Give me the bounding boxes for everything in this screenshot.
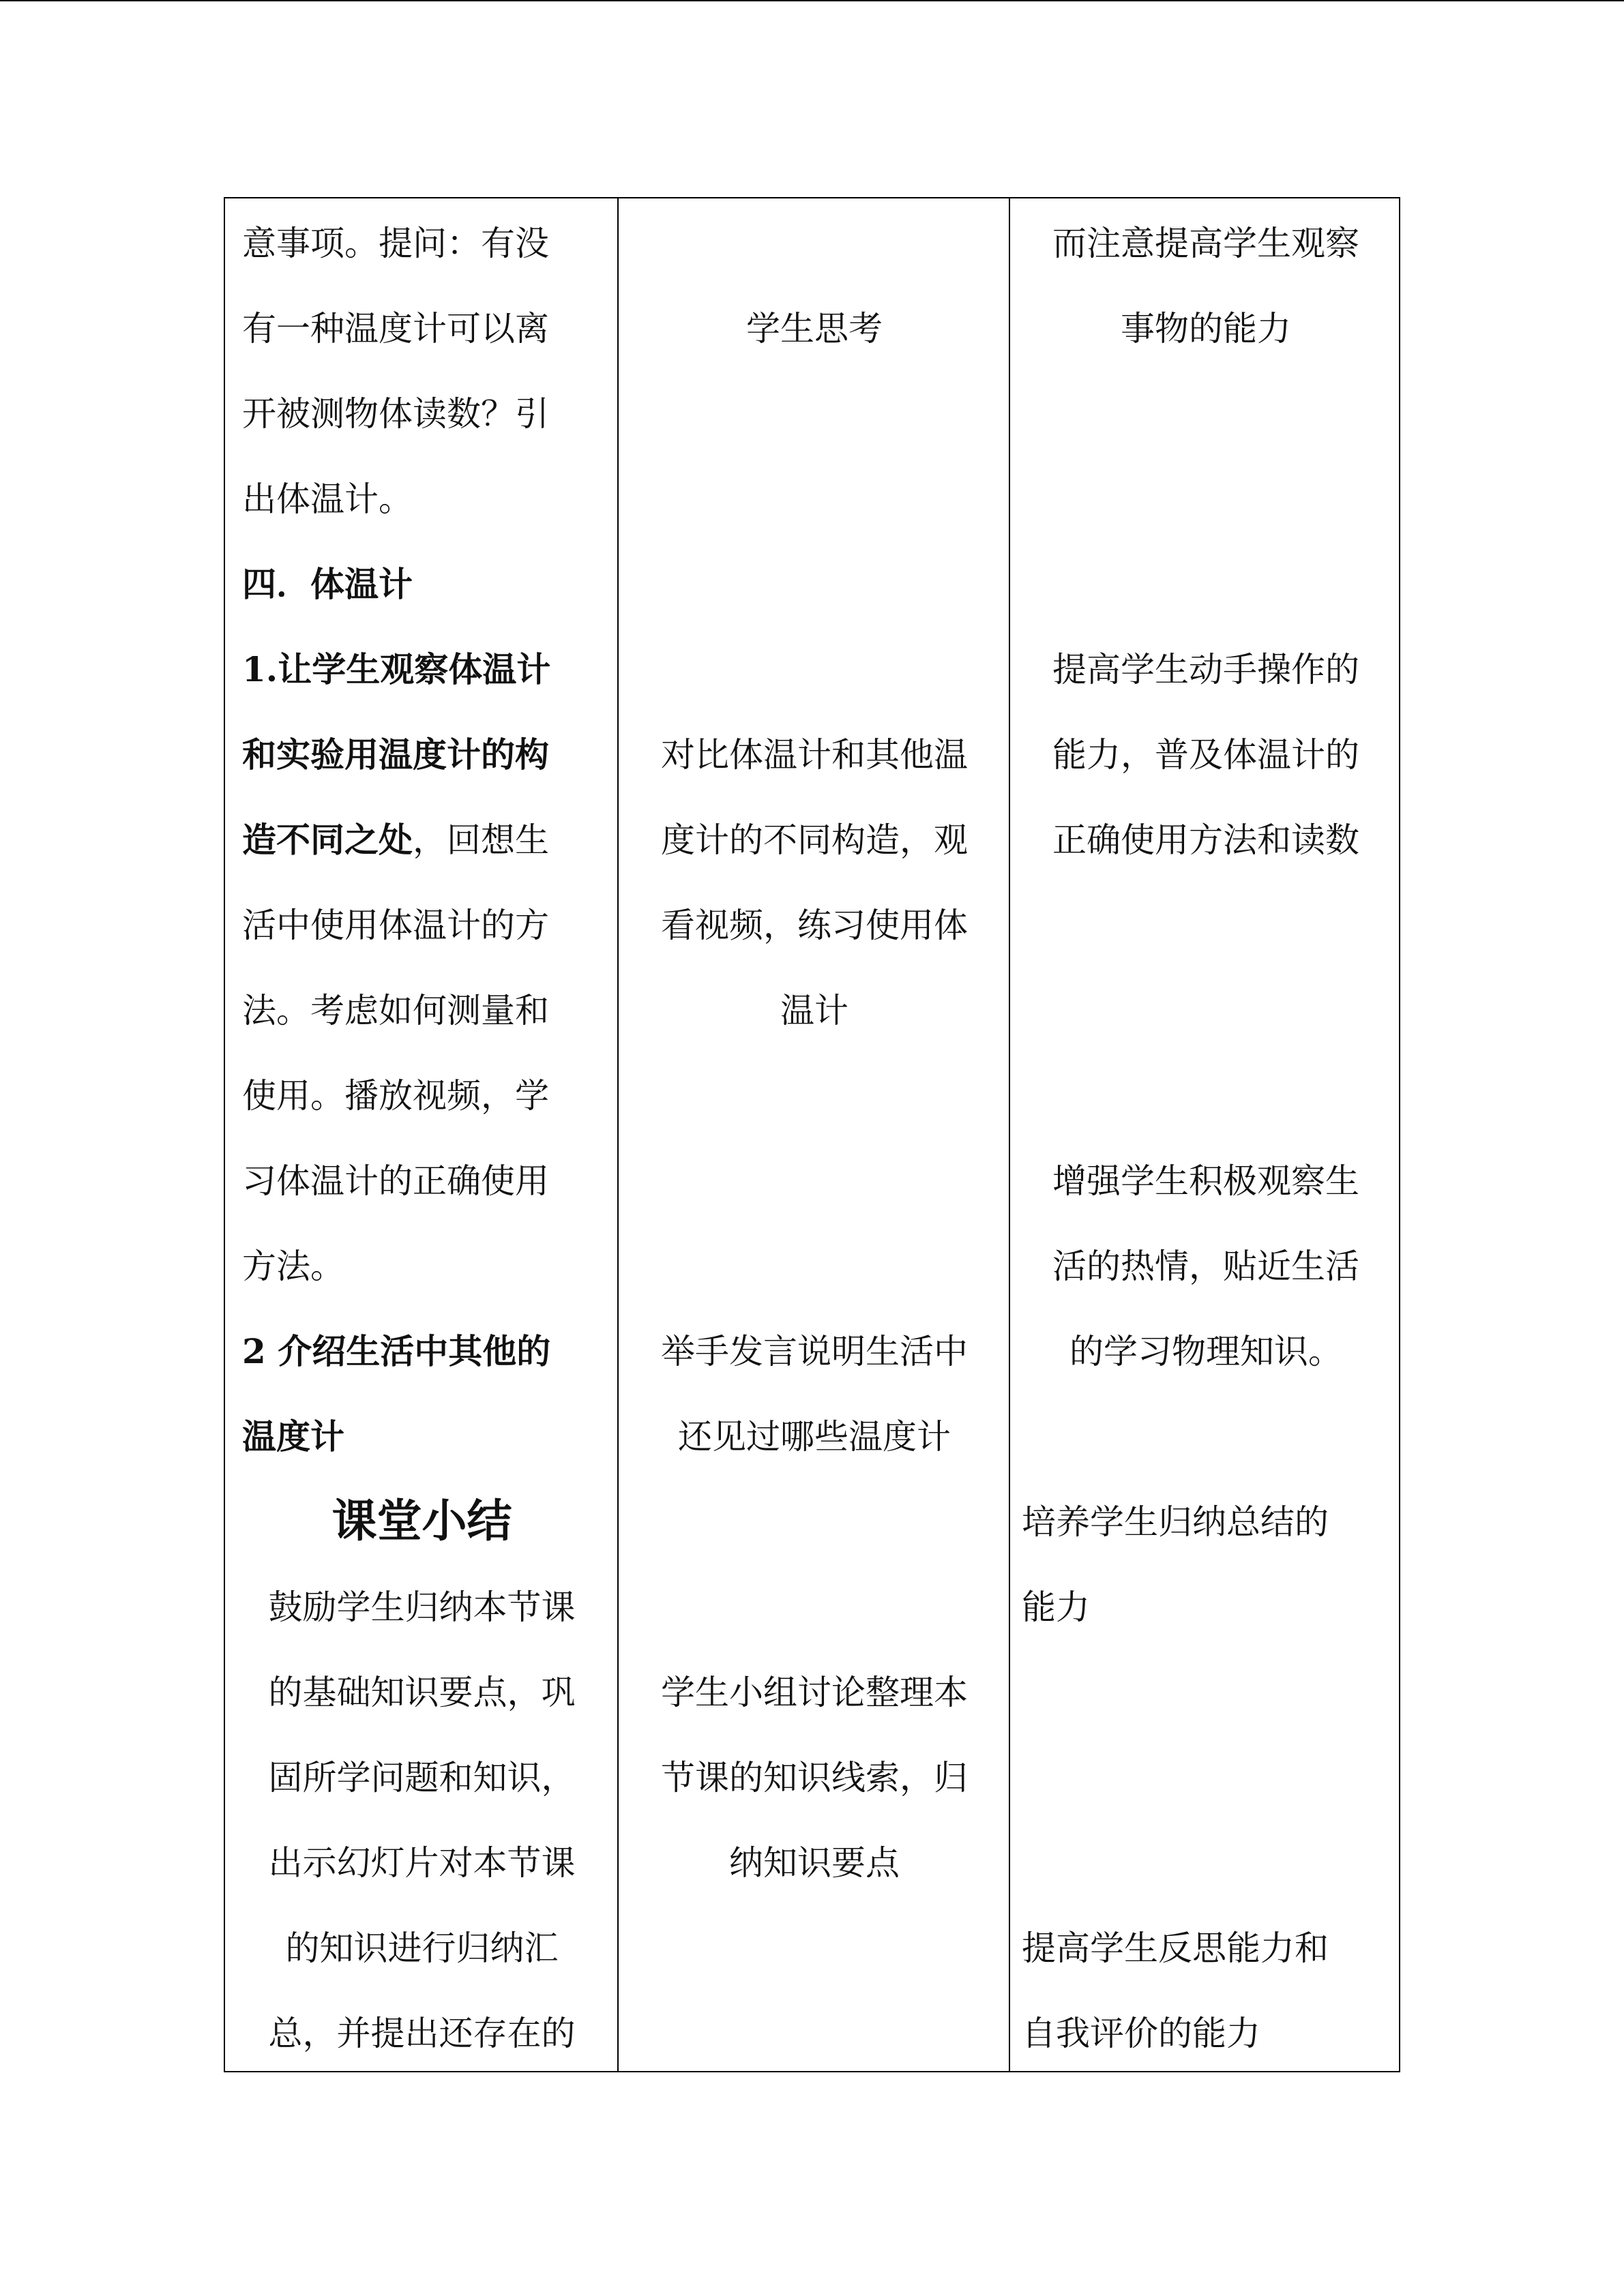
teacher-activity-line: 开被测物体读数？引 bbox=[242, 394, 549, 434]
design-intent-line: 正确使用方法和读数 bbox=[1052, 820, 1359, 860]
student-activity-line: 举手发言说明生活中 bbox=[661, 1332, 968, 1371]
design-intent-line: 的学习物理知识。 bbox=[1069, 1332, 1342, 1371]
student-activity-line: 节课的知识线索，归 bbox=[661, 1758, 968, 1798]
student-activity-line: 学生思考 bbox=[746, 309, 883, 348]
section-heading-thermometer: 四．体温计 bbox=[242, 564, 413, 604]
teacher-activity-line: 意事项。提问：有没 bbox=[242, 224, 549, 263]
student-activity-line: 对比体温计和其他温 bbox=[661, 735, 968, 775]
design-intent-line: 事物的能力 bbox=[1121, 309, 1291, 348]
design-intent-line: 能力 bbox=[1022, 1587, 1090, 1627]
student-activity-line: 温计 bbox=[780, 991, 848, 1030]
student-activity-line: 度计的不同构造，观 bbox=[661, 820, 968, 860]
design-intent-line: 自我评价的能力 bbox=[1022, 2014, 1260, 2053]
teacher-activity-line: 出体温计。 bbox=[242, 479, 413, 519]
design-intent-line: 提高学生反思能力和 bbox=[1022, 1928, 1329, 1968]
teacher-activity-line: 固所学问题和知识， bbox=[268, 1758, 576, 1798]
section-heading-class-summary: 课堂小结 bbox=[331, 1495, 512, 1547]
teacher-activity-line: 方法。 bbox=[242, 1247, 344, 1286]
teacher-activity-line: 出示幻灯片对本节课 bbox=[268, 1843, 576, 1883]
teacher-activity-line: 2 介绍生活中其他的 bbox=[242, 1331, 551, 1371]
design-intent-line: 增强学生积极观察生 bbox=[1052, 1161, 1359, 1201]
teacher-activity-text: ，回想生 bbox=[413, 820, 549, 860]
teacher-activity-line: 有一种温度计可以离 bbox=[242, 309, 549, 348]
teacher-activity-line: 鼓励学生归纳本节课 bbox=[268, 1587, 576, 1627]
student-activity-line: 看视频，练习使用体 bbox=[661, 906, 968, 945]
teacher-activity-line bbox=[242, 814, 549, 866]
teacher-activity-line: 的知识进行归纳汇 bbox=[285, 1928, 559, 1968]
teacher-activity-line: 习体温计的正确使用 bbox=[242, 1161, 549, 1201]
teacher-activity-line: 法。考虑如何测量和 bbox=[242, 991, 549, 1030]
teacher-activity-line: 使用。播放视频，学 bbox=[242, 1076, 549, 1116]
student-activity-line: 学生小组讨论整理本 bbox=[661, 1673, 968, 1712]
design-intent-line: 提高学生动手操作的 bbox=[1052, 650, 1359, 689]
teacher-activity-line: 的基础知识要点，巩 bbox=[268, 1673, 576, 1712]
design-intent-line: 能力，普及体温计的 bbox=[1052, 735, 1359, 775]
teacher-activity-line: 活中使用体温计的方 bbox=[242, 906, 549, 945]
design-intent-line: 培养学生归纳总结的 bbox=[1022, 1502, 1329, 1542]
teacher-activity-line: 总，并提出还存在的 bbox=[268, 2014, 576, 2053]
teacher-activity-line: 和实验用温度计的构 bbox=[242, 734, 549, 775]
design-intent-line: 活的热情，贴近生活 bbox=[1052, 1247, 1359, 1286]
student-activity-line: 还见过哪些温度计 bbox=[678, 1417, 951, 1457]
teacher-activity-emphasis: 造不同之处 bbox=[242, 820, 413, 860]
teacher-activity-line: 1.让学生观察体温计 bbox=[242, 649, 551, 689]
teacher-activity-line: 温度计 bbox=[242, 1416, 344, 1457]
lesson-plan-table bbox=[224, 197, 1400, 2072]
student-activity-line: 纳知识要点 bbox=[729, 1843, 900, 1883]
design-intent-line: 而注意提高学生观察 bbox=[1052, 224, 1359, 263]
